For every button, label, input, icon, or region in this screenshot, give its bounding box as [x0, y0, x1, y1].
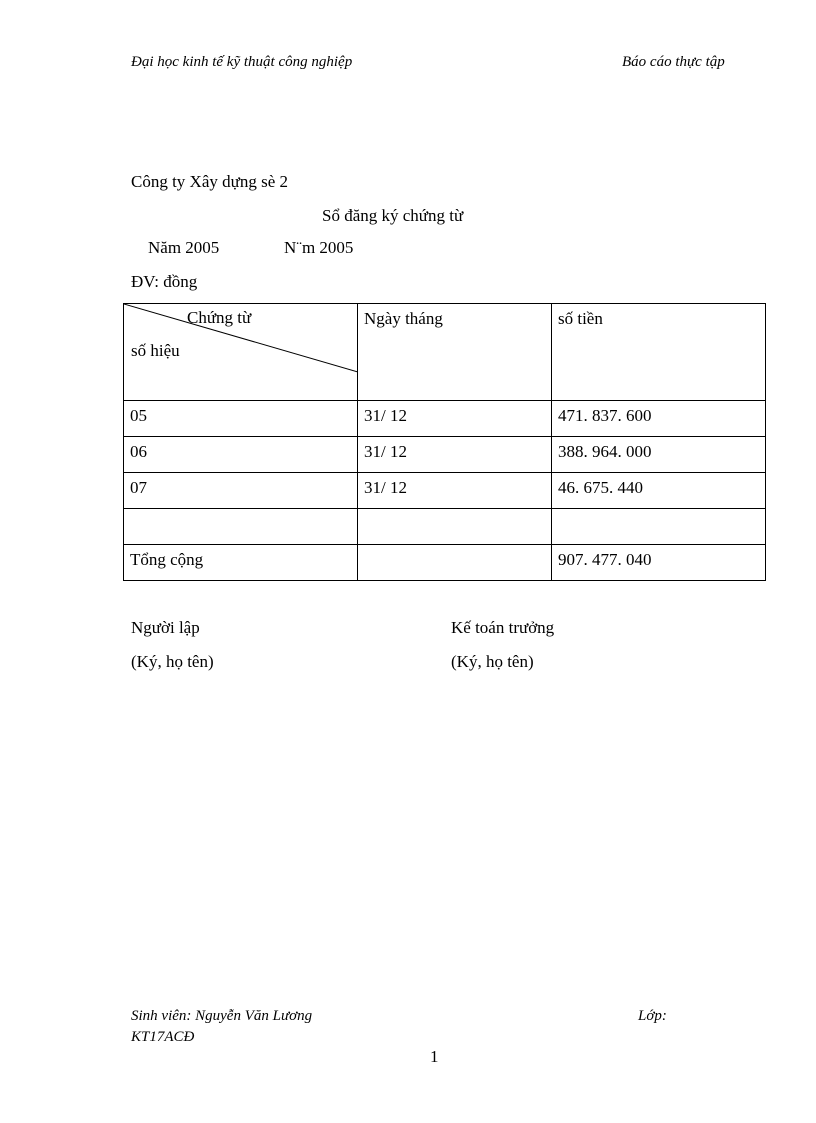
cell-so-tien: 388. 964. 000 [552, 437, 766, 473]
header-report-title: Báo cáo thực tập [622, 54, 725, 70]
cell-so-tien: 46. 675. 440 [552, 473, 766, 509]
company-name: Công ty Xây dựng sè 2 [131, 172, 289, 191]
table-row-empty [124, 509, 766, 545]
signature-preparer-title: Người lập [131, 618, 200, 637]
cell-ngay [358, 509, 552, 545]
diagonal-header-cell [124, 304, 358, 401]
cell-so-tien [552, 509, 766, 545]
cell-ngay: 31/ 12 [358, 401, 552, 437]
total-amount: 907. 477. 040 [552, 545, 766, 581]
footer-class-label: Lớp: [638, 1008, 667, 1024]
cell-so-hieu: 06 [124, 437, 358, 473]
table-row [124, 473, 766, 509]
header-chung-tu: Chứng từ [187, 308, 252, 327]
cell-ngay: 31/ 12 [358, 437, 552, 473]
table-total-row [124, 545, 766, 581]
total-ngay [358, 545, 552, 581]
signature-preparer-note: (Ký, họ tên) [131, 652, 214, 671]
cell-so-tien: 471. 837. 600 [552, 401, 766, 437]
currency-unit: ĐV: đồng [131, 272, 198, 291]
cell-so-hieu [124, 509, 358, 545]
table-row [124, 401, 766, 437]
document-title: Sổ đăng ký chứng từ [322, 206, 464, 225]
cell-so-hieu: 07 [124, 473, 358, 509]
page-number: 1 [430, 1047, 439, 1066]
table-header-row [124, 304, 766, 401]
footer-student-name: Sinh viên: Nguyễn Văn Lương [131, 1008, 313, 1024]
total-label: Tổng cộng [124, 545, 358, 581]
header-so-hieu: số hiệu [131, 341, 180, 360]
header-ngay-thang: Ngày tháng [358, 304, 552, 401]
signature-accountant-note: (Ký, họ tên) [451, 652, 534, 671]
year-label-duplicate: N¨m 2005 [284, 238, 354, 257]
year-label: Năm 2005 [148, 238, 220, 257]
footer-class-value: KT17ACĐ [131, 1029, 195, 1045]
cell-so-hieu: 05 [124, 401, 358, 437]
header-school: Đại học kinh tế kỹ thuật công nghiệp [131, 54, 353, 70]
header-so-tien: số tiền [552, 304, 766, 401]
voucher-register-table [123, 303, 766, 581]
cell-ngay: 31/ 12 [358, 473, 552, 509]
signature-accountant-title: Kế toán trưởng [451, 618, 555, 637]
table-row [124, 437, 766, 473]
